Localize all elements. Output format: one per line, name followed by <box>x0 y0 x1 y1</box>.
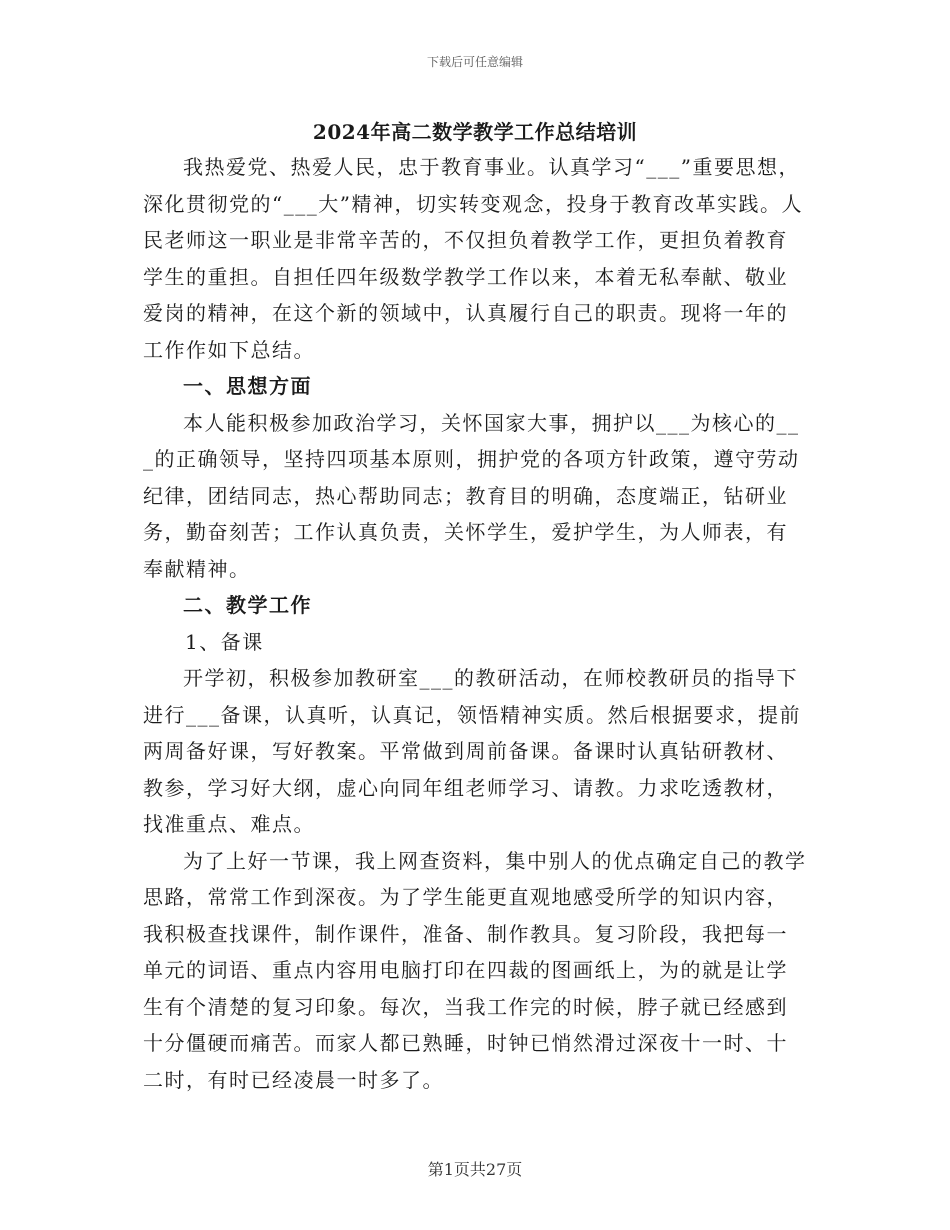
paragraph-intro: 我热爱党、热爱人民，忠于教育事业。认真学习“___”重要思想，深化贯彻党的“___大”精神，切实转变观念，投身于教育改革实践。人民老师这一职业是非常辛苦的，不仅担负着教学工作，更担负着教育学生的重担。自担任四年级数学教学工作以来，本着无私奉献、敬业爱岗的精神，在这个新的领域中，认真履行自己的职责。现将一年的工作作如下总结。 <box>143 155 803 362</box>
subsection-heading-lesson-prep: 1、备课 <box>185 629 264 654</box>
paragraph-lesson-effort: 为了上好一节课，我上网查资料，集中别人的优点确定自己的教学思路，常常工作到深夜。为了学生能更直观地感受所学的知识内容，我积极查找课件，制作课件，准备、制作教具。复习阶段，我把每一单元的词语、重点内容用电脑打印在四裁的图画纸上，为的就是让学生有个清楚的复习印象。每次，当我工作完的时候，脖子就已经感到十分僵硬而痛苦。而家人都已熟睡，时钟已悄然滑过深夜十一时、十二时，有时已经凌晨一时多了。 <box>143 848 807 1092</box>
page-header-note: 下载后可任意编辑 <box>426 55 523 69</box>
section-heading-teaching: 二、教学工作 <box>183 593 312 617</box>
document-title: 2024年高二数学教学工作总结培训 <box>312 120 638 144</box>
page-number: 第1页共27页 <box>427 1160 523 1179</box>
paragraph-lesson-prep: 开学初，积极参加教研室___的教研活动，在师校教研员的指导下进行___备课，认真听，认真记，领悟精神实质。然后根据要求，提前两周备好课，写好教案。平常做到周前备课。备课时认真钻研教材、教参，学习好大纲，虚心向同年组老师学习、请教。力求吃透教材，找准重点、难点。 <box>143 666 801 836</box>
paragraph-thought: 本人能积极参加政治学习，关怀国家大事，拥护以___为核心的___的正确领导，坚持四项基本原则，拥护党的各项方针政策，遵守劳动纪律，团结同志，热心帮助同志；教育目的明确，态度端正，钻研业务，勤奋刻苦；工作认真负责，关怀学生，爱护学生，为人师表，有奉献精神。 <box>143 410 800 581</box>
section-heading-thought: 一、思想方面 <box>183 374 312 398</box>
document-body <box>143 149 808 1098</box>
